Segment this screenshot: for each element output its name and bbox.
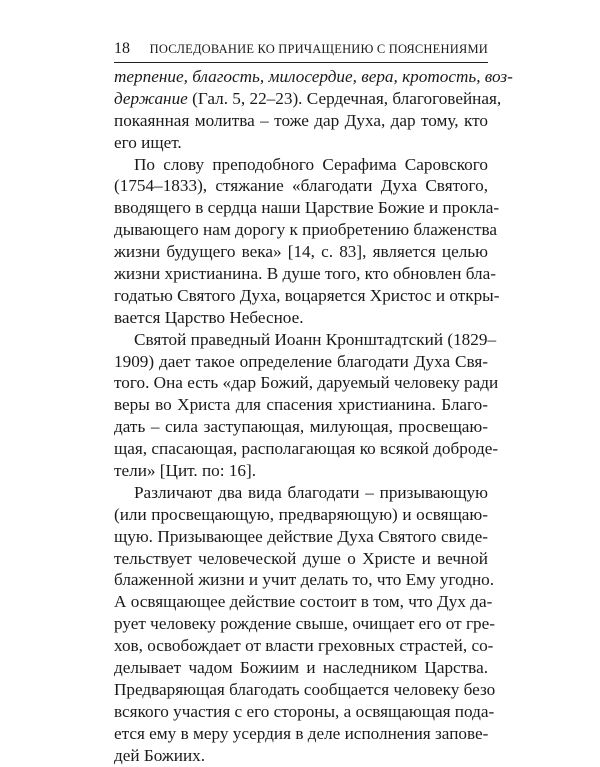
text-line xyxy=(114,591,493,613)
paragraph xyxy=(114,154,500,329)
text-line xyxy=(114,416,488,438)
line-text: тели» [Цит. по: 16]. xyxy=(114,461,257,481)
text-line xyxy=(114,175,488,197)
line-text: годатью Святого Духа, воцаряется Христос и откры- xyxy=(114,285,500,305)
text-line xyxy=(114,329,497,351)
text-line xyxy=(114,548,488,570)
line-text: всякого участия с его стороны, а освящающая пода- xyxy=(114,701,495,721)
line-text: щая, спасающая, располагающая ко всякой доброде- xyxy=(114,439,499,459)
line-text: (или просвещающую, предваряющую) и освящаю- xyxy=(114,504,488,524)
text-line xyxy=(114,219,498,241)
body-text xyxy=(114,66,513,767)
line-text: тельствует человеческой душе о Христе и вечной xyxy=(114,548,488,568)
line-text: вводящего в сердца наши Царствие Божие и прокла- xyxy=(114,198,500,218)
text-line xyxy=(114,657,488,679)
paragraph xyxy=(114,66,513,154)
line-text: жизни будущего века» [14, с. 83], является целью xyxy=(114,242,488,262)
text-line xyxy=(114,679,496,701)
line-text: его ищет. xyxy=(114,132,182,152)
line-text: покаянная молитва – тоже дар Духа, дар тому, кто xyxy=(114,110,488,130)
line-text: А освящающее действие состоит в том, что Дух да- xyxy=(114,592,493,612)
text-line xyxy=(114,307,488,329)
text-line xyxy=(114,460,488,482)
line-text: дывающего нам дорогу к приобретению блаженства xyxy=(114,220,498,240)
line-text: дей Божиих. xyxy=(114,745,206,765)
line-text: рует человеку рождение свыше, очищает его от гре- xyxy=(114,614,495,634)
text-line xyxy=(114,635,494,657)
text-line xyxy=(114,438,499,460)
text-line xyxy=(114,263,496,285)
text-line xyxy=(114,723,488,745)
text-line xyxy=(114,241,488,263)
text-line xyxy=(114,154,488,176)
text-line xyxy=(114,285,500,307)
line-text: жизни христианина. В душе того, кто обновлен бла- xyxy=(114,264,496,284)
text-line xyxy=(114,394,488,416)
text-line xyxy=(114,110,488,132)
paragraph xyxy=(114,482,496,767)
line-text: вается Царство Небесное. xyxy=(114,307,304,327)
line-text: Предваряющая благодать сообщается человеку безо xyxy=(114,679,496,699)
text-line xyxy=(114,569,495,591)
text-line xyxy=(114,745,488,767)
line-text: того. Она есть «дар Божий, даруемый человеку ради xyxy=(114,373,499,393)
text-line xyxy=(114,132,488,154)
text-line xyxy=(114,66,513,88)
text-line xyxy=(114,613,495,635)
line-text: Различают два вида благодати – призывающую xyxy=(134,482,488,502)
text-line xyxy=(114,526,488,548)
text-line xyxy=(114,482,488,504)
line-text: веры во Христа для спасения христианина. Благо- xyxy=(114,395,488,415)
text-line xyxy=(114,701,495,723)
line-text: блаженной жизни и учит делать то, что Ему угодно. xyxy=(114,570,495,590)
paragraph xyxy=(114,329,499,482)
line-text: дать – сила заступающая, милующая, просвещаю- xyxy=(114,417,488,437)
line-text: По слову преподобного Серафима Саровского xyxy=(134,154,488,174)
line-text: хов, освобождает от власти греховных страстей, со- xyxy=(114,636,494,656)
line-text: Святой праведный Иоанн Кронштадтский (1829– xyxy=(134,329,497,349)
running-title: ПОСЛЕДОВАНИЕ КО ПРИЧАЩЕНИЮ С ПОЯСНЕНИЯМИ xyxy=(149,42,488,56)
line-text: щую. Призывающее действие Духа Святого свиде- xyxy=(114,526,488,546)
line-text: делывает чадом Божиим и наследником Царства. xyxy=(114,658,488,678)
running-head xyxy=(114,38,488,60)
page-number: 18 xyxy=(114,40,130,57)
text-line xyxy=(114,197,500,219)
italic-text: держание xyxy=(114,88,188,108)
text-line xyxy=(114,88,502,110)
text-line xyxy=(114,504,488,526)
line-text: ется ему в меру усердия в деле исполнения запове- xyxy=(114,723,489,743)
italic-text: терпение, благость, милосердие, вера, кротость, воз- xyxy=(114,67,513,86)
text-line xyxy=(114,372,499,394)
text-line xyxy=(114,351,488,373)
line-text: (1754–1833), стяжание «благодати Духа Святого, xyxy=(114,176,488,196)
line-text: 1909) дает такое определение благодати Духа Свя- xyxy=(114,351,488,371)
line-text: (Гал. 5, 22–23). Сердечная, благоговейная, xyxy=(187,88,502,108)
header-rule xyxy=(114,62,488,63)
